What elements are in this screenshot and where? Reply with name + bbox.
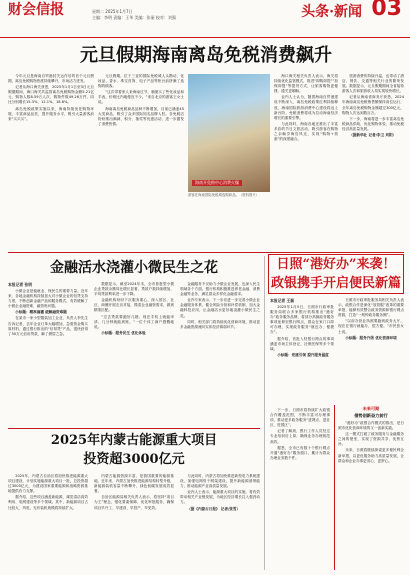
gold-column-3	[180, 282, 260, 425]
gold-column-2	[94, 282, 174, 425]
nmg-column-2	[94, 474, 174, 570]
issue-date: 星期二 2025年1月7日	[92, 9, 133, 14]
section-divider	[8, 252, 404, 253]
guoyuan-column-2	[338, 298, 404, 402]
sidebar-subtitle: 借势创新奋力前行	[354, 413, 388, 418]
paragraph: 海口海关相关负责人表示，海关将持续优化监管模式，推进“即购即提”“担保即提”等提货方式，让旅客购物更便捷、通关更顺畅。	[274, 74, 338, 94]
paragraph: 内蒙古能源资源丰富，是我国重要的能源基地。近年来，内蒙古加快推进能源结构转型升级，新能源装机容量不断攀升，绿色低碳发展成效显著。	[94, 474, 174, 494]
nmg-source: （据《内蒙古日报》 记者/张雪）	[187, 506, 241, 511]
sidebar-box	[334, 405, 404, 570]
column-divider	[264, 256, 265, 570]
paragraph: 今年元旦是海南自贸港封关运作后的首个元旦假期，离岛免税购物热度持续攀升，市场活力迸发。	[8, 74, 94, 84]
paragraph: 据介绍，首批入驻银行网点的事项涵盖市场主体登记、社保医保等多个领域。	[270, 336, 334, 351]
lead-column-2	[98, 74, 184, 250]
lead-column-3	[274, 74, 338, 250]
subheading: 小标题：精准滴灌 破解融资难题	[15, 310, 67, 315]
paragraph: 2025年1月5日，日照市行政审批服务局联合多家银行机构推出“港好办”政务服务品牌，将部分高频政务服务事项延伸至银行网点，群众在家门口即可办理，实现政务服务“就近办、便捷办”。	[270, 305, 334, 335]
brand-info	[92, 9, 176, 21]
paragraph: “以前办营业执照要跑到政务大厅，现在在银行就能办，很方便。”市民张女士说。	[338, 319, 404, 334]
lead-column-4	[342, 74, 404, 250]
paragraph: 下一步，海南将进一步丰富离岛免税商品供给，优化购物体验，推动免税经济高质量发展。	[342, 116, 404, 131]
paragraph: 记者从海口海关获悉，2025年1月1日至3日元旦假期期间，海口海关共监管离岛免税购物金额5.21亿元，购物人数8.59万人次，购物件数49.26万件，同比分别增长15.3%、12.1%、18.6%。	[8, 85, 94, 105]
paragraph: “这次带着家人来海南过节，顺便买了些化妆品和手表，价格比内地便宜不少。”来自北京的游客王女士说。	[98, 90, 184, 105]
guoyuan-column-3	[270, 408, 330, 570]
nmg-headline-line2: 投资超3000亿元	[83, 452, 185, 467]
paragraph: 下一步，日照市将持续扩大政银合作覆盖范围，不断丰富可办理事项，推动更多政务服务“进网点、进社区、进园区”。	[270, 408, 330, 428]
subheading: 小标题：服务民生 优化体验	[101, 330, 146, 335]
photo-tag: 海南开免购中心消费火爆	[192, 180, 242, 186]
paragraph: “港好办”政银合作模式的推出，是日照市优化营商环境的又一创新实践。	[338, 421, 404, 431]
paragraph: 业内人士认为，随着海南自贸港建设不断深入，离岛免税政策红利持续释放，海南国际旅游消费中心建设将迈上新台阶，免税消费将成为拉动海南经济增长的重要引擎。	[274, 95, 338, 120]
paragraph: 金融机构纷纷下沉服务重心，深入园区、社区、商圈开展走访对接，摸清企业融资需求，做到精准匹配。	[94, 298, 174, 313]
paragraph: 这一模式打破了政务服务与金融服务之间的壁垒，实现了资源共享、优势互补。	[338, 432, 404, 447]
paragraph: “过去贷款要跑好几趟，现在手机上就能申请，几分钟就能到账。”一位个体工商户感慨地说。	[94, 314, 174, 329]
gold-column-1	[8, 289, 88, 425]
lead-headline: 元旦假期海南离岛免税消费飙升	[80, 45, 332, 66]
paragraph: 在某市一家小型服装加工企业，负责人李先生告诉记者，去年企业订单大幅增加，急需资金购买原材料，通过银行推出的“信易贷”产品，很快获得了50万元信用贷款，解了燃眉之急。	[8, 316, 88, 336]
page-number: 03	[371, 0, 402, 21]
editor-credits: 主编：李明 责编：王华 美编：张丽 校对：刘强	[92, 15, 176, 20]
brand-logo: 财会信报	[8, 2, 64, 18]
photo-caption: 游客在海南国际免税城选购商品。（资料图片）	[188, 193, 260, 197]
guoyuan-column-1	[270, 305, 334, 405]
paragraph: 与此同时，海南各地还推出了丰富多彩的节日文旅活动，吸引游客在购物之余畅享海岛风光，实现“购物+旅游”的深度融合。	[274, 121, 338, 142]
paragraph: 据介绍，这些项目涵盖新能源、煤炭清洁高效利用、电网建设等多个领域。其中，新能源项目占比较大，风电、光伏装机规模将持续扩大。	[8, 495, 88, 510]
subheading: 小标题：服务升级 优化营商环境	[345, 335, 397, 340]
lead-source: （据新华社 记者/李卫 刘阳）	[349, 133, 397, 138]
paragraph: 同时，相关部门将持续优化营商环境，推动更多金融资源流向实体经济薄弱环节。	[180, 319, 260, 329]
paragraph: 与此同时，内蒙古将加快推进新型电力系统建设，加强电网骨干网架建设，提升新能源消纳能力，推动能源产业高质量发展。	[180, 474, 260, 489]
sidebar-kicker: 未来可期	[362, 406, 380, 411]
paragraph: 日照市行政审批服务局相关负责人表示，政银合作是深化“放管服”改革的重要举措，能够有效整合政务资源和银行网点资源，打造“一刻钟政务服务圈”。	[338, 298, 404, 318]
nmg-column-1	[8, 474, 88, 570]
paragraph: 离岛免税政策实施以来，海南持续优化购物环境，丰富商品品类，提升服务水平，吸引大量游客前来“买买买”。	[8, 106, 94, 121]
lead-photo	[188, 74, 270, 192]
paragraph: 旅游消费的持续升温，也带动了酒店、餐饮、交通等相关行业的繁荣发展。数据显示，元旦假期期间全省接待游客人次和旅游收入均实现较快增长。	[342, 74, 404, 94]
paragraph: 记者从海南省商务厅获悉，2024年海南离岛免税销售额保持高位运行，全年离岛免税购物金额超过300亿元，购物人次达到数百万。	[342, 95, 404, 115]
paragraph: 数据显示，截至2024年末，全市普惠型小微企业贷款余额同比增长显著，贷款户数持续增加，平均贷款利率进一步下降。	[94, 282, 174, 297]
sidebar-body	[338, 421, 404, 567]
paragraph: 记者了解到，银行工作人员经过专业培训后上岗，确保业务办理规范高效。	[270, 429, 330, 444]
paragraph: 业内人士表示，能源重大项目的实施，将有效带动相关产业链发展，为地区经济增长注入强劲动力。	[180, 490, 260, 505]
paragraph: 未来，日照将继续探索更多便民利企新举措，以更优服务助力高质量发展，让群众和企业办事更省心、更舒心。	[338, 448, 404, 463]
nmg-column-3	[180, 474, 260, 570]
subheading: 小标题：党建引领 提升服务温度	[277, 352, 329, 357]
paragraph: 据悉，全市已有数十个银行网点开通“港好办”服务窗口，累计为群众办理业务数千件。	[270, 445, 330, 460]
guoyuan-headline-line1: 日照“港好办”来袭！	[276, 257, 396, 272]
masthead	[0, 0, 410, 38]
paragraph: 业内专家表示，下一步应进一步完善小微企业金融服务体系，健全风险分担和补偿机制，加大金融科技应用，让金融活水更好地浇灌小微民生之花。	[180, 298, 260, 318]
paragraph: 海南离岛免税商品品种不断增加，目前已涵盖45大类商品，吸引了众多国际知名品牌入驻。各免税店纷纷推出满减、积分、抽奖等优惠活动，进一步激发了消费热情。	[98, 106, 184, 126]
gold-headline: 金融活水浇灌小微民生之花	[50, 260, 218, 276]
nmg-headline-line1: 2025年内蒙古能源重大项目	[50, 433, 218, 448]
paragraph: 元旦假期，位于三亚的国际免税城人头攒动，化妆品、香水、珠宝首饰、电子产品等柜台前挤满了选购的顾客。	[98, 74, 184, 89]
lead-column-1	[8, 74, 94, 250]
paragraph: 金融服务不仅助力小微企业发展，也深入民生领域各个方面。银行机构积极推进养老金融、消费金融等业务，满足群众多样化金融需求。	[180, 282, 260, 297]
paragraph: 自治区能源局相关负责人表示，将坚持“项目为王”理念，强化要素保障，优化审批服务，确保项目早开工、早建设、早投产、早见效。	[94, 495, 174, 510]
gold-byline: 本报记者 张明	[8, 282, 33, 287]
guoyuan-headline-line2: 政银携手开启便民新篇	[270, 276, 401, 291]
guoyuan-byline: 本报记者 王磊	[270, 298, 295, 303]
section-divider	[8, 428, 260, 429]
paragraph: 小微企业是稳就业、保民生的重要力量。近年来，各地金融机构持续加大对小微企业的信贷支持力度，不断创新金融产品和服务模式，有效缓解了小微企业融资难、融资贵问题。	[8, 289, 88, 309]
section-name: 头条·新闻	[301, 4, 362, 20]
paragraph: 2025年，内蒙古自治区将加快推进能源重大项目建设，计划实施能源重大项目一批，总投资超过3000亿元，为建设国家重要能源和战略资源基地提供有力支撑。	[8, 474, 88, 494]
